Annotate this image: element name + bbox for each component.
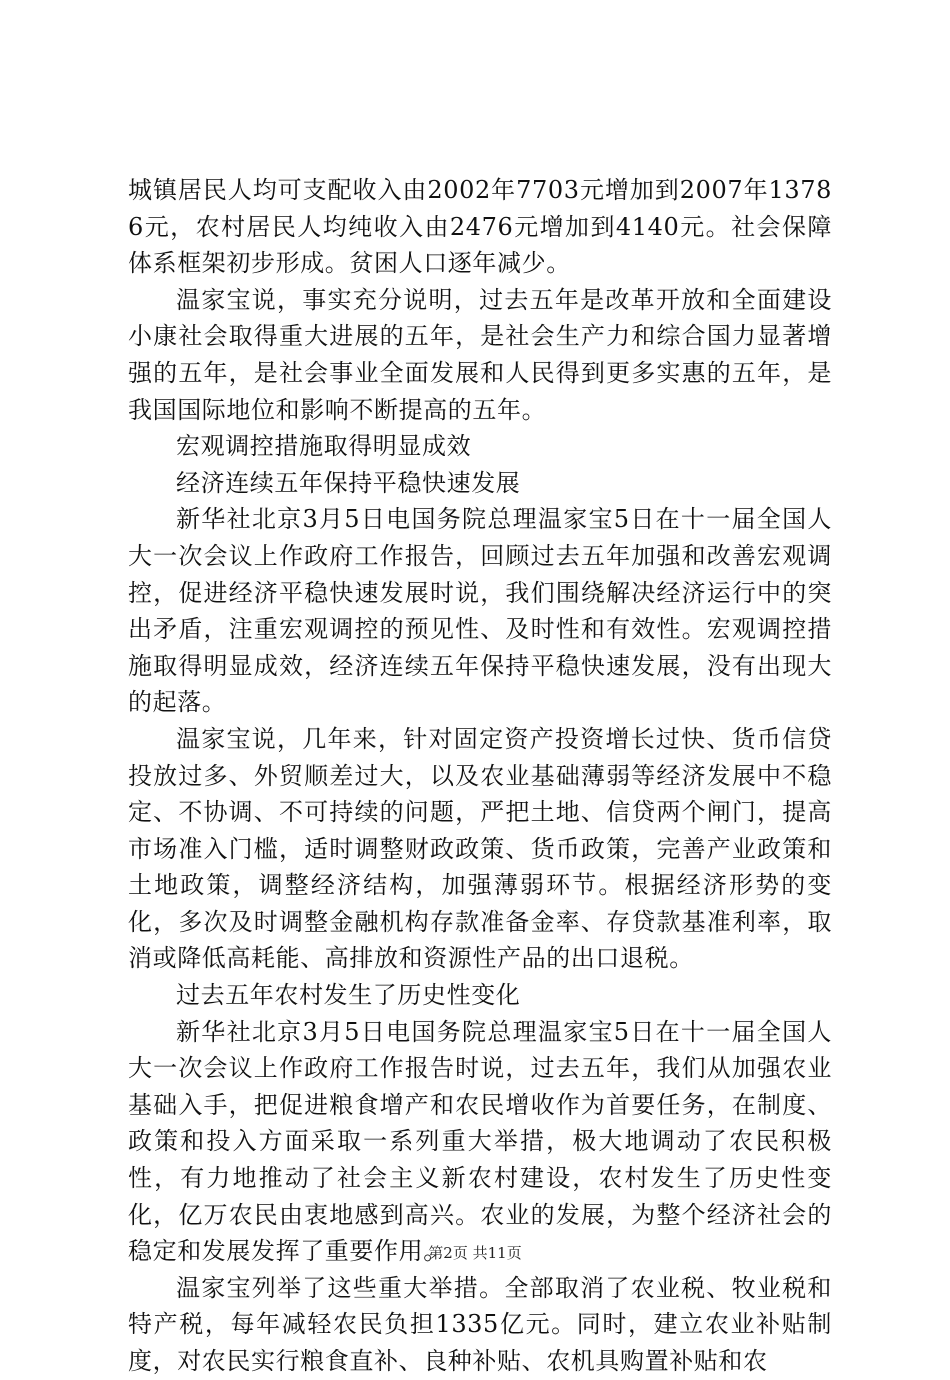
paragraph-5: 新华社北京3月5日电国务院总理温家宝5日在十一届全国人大一次会议上作政府工作报告，回顾过去五年加强和改善宏观调控，促进经济平稳快速发展时说，我们围绕解决经济运行中的突出矛盾，注重宏观调控的预见性、及时性和有效性。宏观调控措施取得明显成效，经济连续五年保持平稳快速发展，没有出现大的起落。 [128, 505, 832, 717]
paragraph-9: 温家宝列举了这些重大举措。全部取消了农业税、牧业税和特产税，每年减轻农民负担1335亿元。同时，建立农业补贴制度，对农民实行粮食直补、良种补贴、农机具购置补贴和农 [128, 1273, 832, 1375]
subheading-macro-control: 宏观调控措施取得明显成效 [176, 432, 472, 461]
paragraph-1: 城镇居民人均可支配收入由2002年7703元增加到2007年13786元，农村居民人均纯收入由2476元增加到4140元。社会保障体系框架初步形成。贫困人口逐年减少。 [128, 176, 832, 278]
subheading-rural-change: 过去五年农村发生了历史性变化 [176, 981, 521, 1010]
paragraph-2: 温家宝说，事实充分说明，过去五年是改革开放和全面建设小康社会取得重大进展的五年，是社会生产力和综合国力显著增强的五年，是社会事业全面发展和人民得到更多实惠的五年，是我国国际地位和影响不断提高的五年。 [128, 285, 832, 424]
document-body [128, 172, 832, 1380]
subheading-economy-growth: 经济连续五年保持平稳快速发展 [176, 468, 521, 497]
page-footer [0, 1243, 950, 1263]
paragraph-6: 温家宝说，几年来，针对固定资产投资增长过快、货币信贷投放过多、外贸顺差过大，以及农业基础薄弱等经济发展中不稳定、不协调、不可持续的问题，严把土地、信贷两个闸门，提高市场准入门槛，适时调整财政政策、货币政策，完善产业政策和土地政策，调整经济结构，加强薄弱环节。根据经济形势的变化，多次及时调整金融机构存款准备金率、存贷款基准利率，取消或降低高耗能、高排放和资源性产品的出口退税。 [128, 724, 832, 973]
paragraph-8: 新华社北京3月5日电国务院总理温家宝5日在十一届全国人大一次会议上作政府工作报告时说，过去五年，我们从加强农业基础入手，把促进粮食增产和农民增收作为首要任务，在制度、政策和投入方面采取一系列重大举措，极大地调动了农民积极性，有力地推动了社会主义新农村建设，农村发生了历史性变化，亿万农民由衷地感到高兴。农业的发展，为整个经济社会的稳定和发展发挥了重要作用。 [128, 1017, 832, 1266]
page-number-label: 第2页 共11页 [428, 1244, 522, 1262]
